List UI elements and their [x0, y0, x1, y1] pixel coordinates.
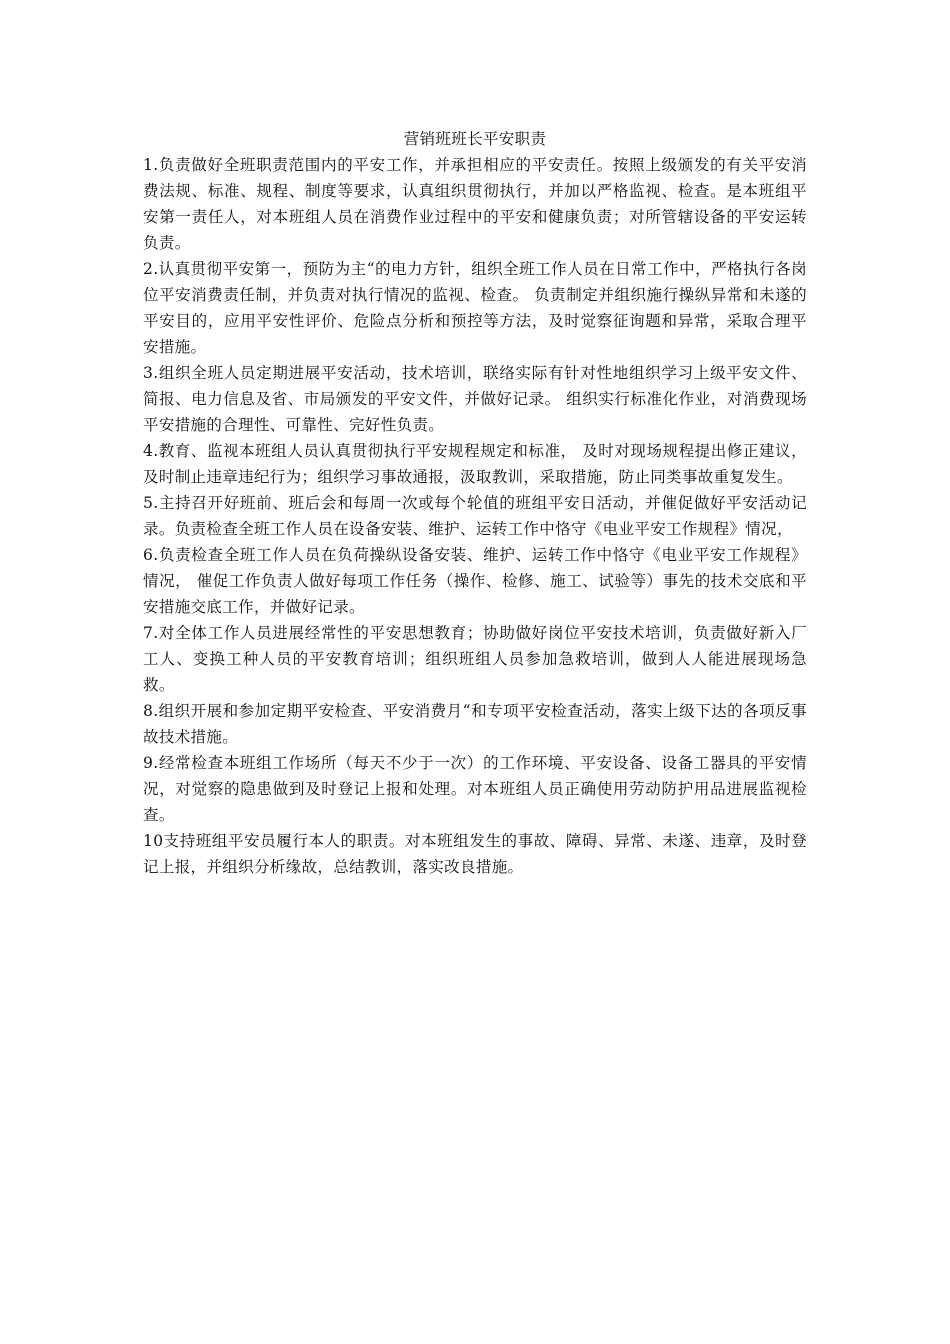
- paragraph-1: 1.负责做好全班职责范围内的平安工作，并承担相应的平安责任。按照上级颁发的有关平安消费法规、标准、规程、制度等要求，认真组织贯彻执行，并加以严格监视、检查。是本班组平安第一责任人，对本班组人员在消费作业过程中的平安和健康负责；对所管辖设备的平安运转负责。: [143, 156, 807, 252]
- paragraph-3: 3.组织全班人员定期进展平安活动，技术培训，联络实际有针对性地组织学习上级平安文件、简报、电力信息及省、市局颁发的平安文件，并做好记录。 组织实行标准化作业，对消费现场平安措施的合理性、可靠性、完好性负责。: [143, 364, 807, 434]
- paragraph-4: 4.教育、监视本班组人员认真贯彻执行平安规程规定和标准， 及时对现场规程提出修正建议，及时制止违章违纪行为；组织学习事故通报，汲取教训，采取措施，防止同类事故重复发生。: [143, 442, 807, 486]
- paragraph-6: 6.负责检查全班工作人员在负荷操纵设备安装、维护、运转工作中恪守《电业平安工作规程》情况， 催促工作负责人做好每项工作任务（操作、检修、施工、试验等）事先的技术交底和平安措施交底工作，并做好记录。: [143, 546, 807, 616]
- paragraph-10: 10支持班组平安员履行本人的职责。对本班组发生的事故、障碍、异常、未遂、违章，及时登记上报，并组织分析缘故，总结教训，落实改良措施。: [143, 832, 807, 876]
- paragraph-8: 8.组织开展和参加定期平安检查、平安消费月“和专项平安检查活动，落实上级下达的各项反事故技术措施。: [143, 702, 807, 746]
- document-body: [143, 126, 807, 880]
- document-title: 营销班班长平安职责: [403, 130, 547, 148]
- paragraph-9: 9.经常检查本班组工作场所（每天不少于一次）的工作环境、平安设备、设备工器具的平安情况，对觉察的隐患做到及时登记上报和处理。对本班组人员正确使用劳动防护用品进展监视检查。: [143, 754, 807, 824]
- paragraph-5: 5.主持召开好班前、班后会和每周一次或每个轮值的班组平安日活动，并催促做好平安活动记录。负责检查全班工作人员在设备安装、维护、运转工作中恪守《电业平安工作规程》情况，: [143, 494, 807, 538]
- paragraph-2: 2.认真贯彻平安第一，预防为主“的电力方针，组织全班工作人员在日常工作中，严格执行各岗位平安消费责任制，并负责对执行情况的监视、检查。 负责制定并组织施行操纵异常和未遂的平安目的，应用平安性评价、危险点分析和预控等方法，及时觉察征询题和异常，采取合理平安措施。: [143, 260, 807, 356]
- paragraph-7: 7.对全体工作人员进展经常性的平安思想教育；协助做好岗位平安技术培训，负责做好新入厂工人、变换工种人员的平安教育培训；组织班组人员参加急救培训，做到人人能进展现场急救。: [143, 624, 807, 694]
